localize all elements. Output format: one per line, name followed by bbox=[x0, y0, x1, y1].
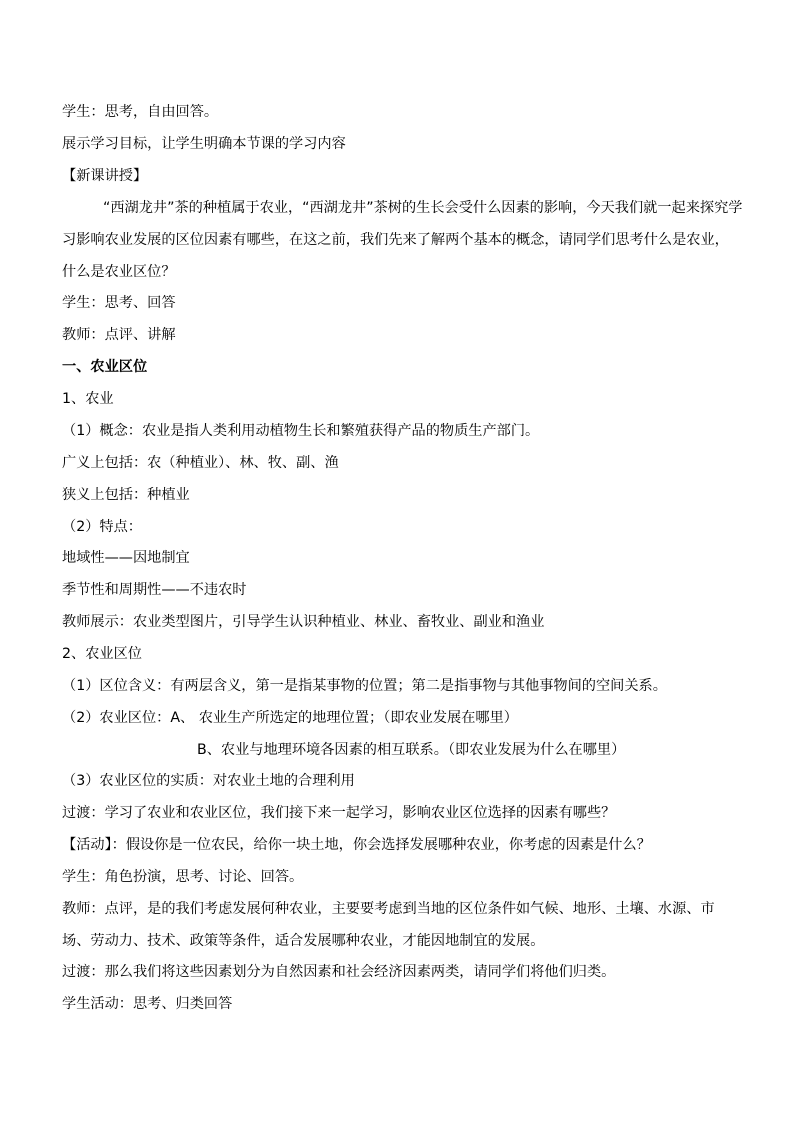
text-line-student-roleplay: 学生：角色扮演，思考、讨论、回答。 bbox=[62, 869, 304, 885]
text-line-student-activity: 学生活动：思考、归类回答 bbox=[62, 996, 233, 1012]
text-line-location-meaning: （1）区位含义：有两层含义，第一是指某事物的位置；第二是指事物与其他事物间的空间关系。 bbox=[62, 678, 667, 694]
text-line-activity: 【活动】：假设你是一位农民，给你一块土地，你会选择发展哪种农业，你考虑的因素是什么？ bbox=[62, 837, 651, 853]
text-line-broad-sense: 广义上包括：农（种植业）、林、牧、副、渔 bbox=[62, 455, 339, 471]
text-line-transition-1: 过渡：学习了农业和农业区位，我们接下来一起学习，影响农业区位选择的因素有哪些？ bbox=[62, 805, 616, 821]
subheading-agriculture: 1、农业 bbox=[62, 391, 114, 407]
text-line-narrow-sense: 狭义上包括：种植业 bbox=[62, 487, 190, 503]
paragraph-line-2: 习影响农业发展的区位因素有哪些，在这之前，我们先来了解两个基本的概念，请同学们思考什么是农业， bbox=[62, 232, 729, 248]
text-line-teacher-review-2: 场、劳动力、技术、政策等条件，适合发展哪种农业，才能因地制宜的发展。 bbox=[62, 933, 545, 949]
text-line-concept: （1）概念：农业是指人类利用动植物生长和繁殖获得产品的物质生产部门。 bbox=[62, 423, 540, 439]
paragraph-line-3: 什么是农业区位？ bbox=[62, 264, 176, 280]
text-line-regional: 地域性——因地制宜 bbox=[62, 550, 190, 566]
text-line-transition-2: 过渡：那么我们将这些因素划分为自然因素和社会经济因素两类，请同学们将他们归类。 bbox=[62, 964, 616, 980]
text-line-teacher-show: 教师展示：农业类型图片，引导学生认识种植业、林业、畜牧业、副业和渔业 bbox=[62, 614, 545, 630]
heading-agricultural-location: 一、农业区位 bbox=[62, 359, 148, 375]
text-line-features: （2）特点： bbox=[62, 519, 142, 535]
text-line-location-a: （2）农业区位：A、 农业生产所选定的地理位置；（即农业发展在哪里） bbox=[62, 710, 518, 726]
section-heading-new-lesson: 【新课讲授】 bbox=[62, 168, 148, 184]
text-line-student-think: 学生：思考，自由回答。 bbox=[62, 104, 219, 120]
text-line-teacher-review-1: 教师：点评，是的我们考虑发展何种农业，主要要考虑到当地的区位条件如气候、地形、土壤、水源、市 bbox=[62, 901, 715, 917]
text-line-teacher-comment: 教师：点评、讲解 bbox=[62, 327, 176, 343]
text-line-seasonal: 季节性和周期性——不违农时 bbox=[62, 582, 247, 598]
text-line-show-objectives: 展示学习目标，让学生明确本节课的学习内容 bbox=[62, 136, 346, 152]
paragraph-line-1: “西湖龙井”茶的种植属于农业，“西湖龙井”茶树的生长会受什么因素的影响，今天我们就一起来探究学 bbox=[103, 200, 743, 216]
text-line-student-answer: 学生：思考、回答 bbox=[62, 295, 176, 311]
text-line-location-b: B、农业与地理环境各因素的相互联系。（即农业发展为什么在哪里） bbox=[197, 742, 626, 758]
subheading-agri-location: 2、农业区位 bbox=[62, 646, 142, 662]
text-line-location-essence: （3）农业区位的实质：对农业土地的合理利用 bbox=[62, 773, 355, 789]
